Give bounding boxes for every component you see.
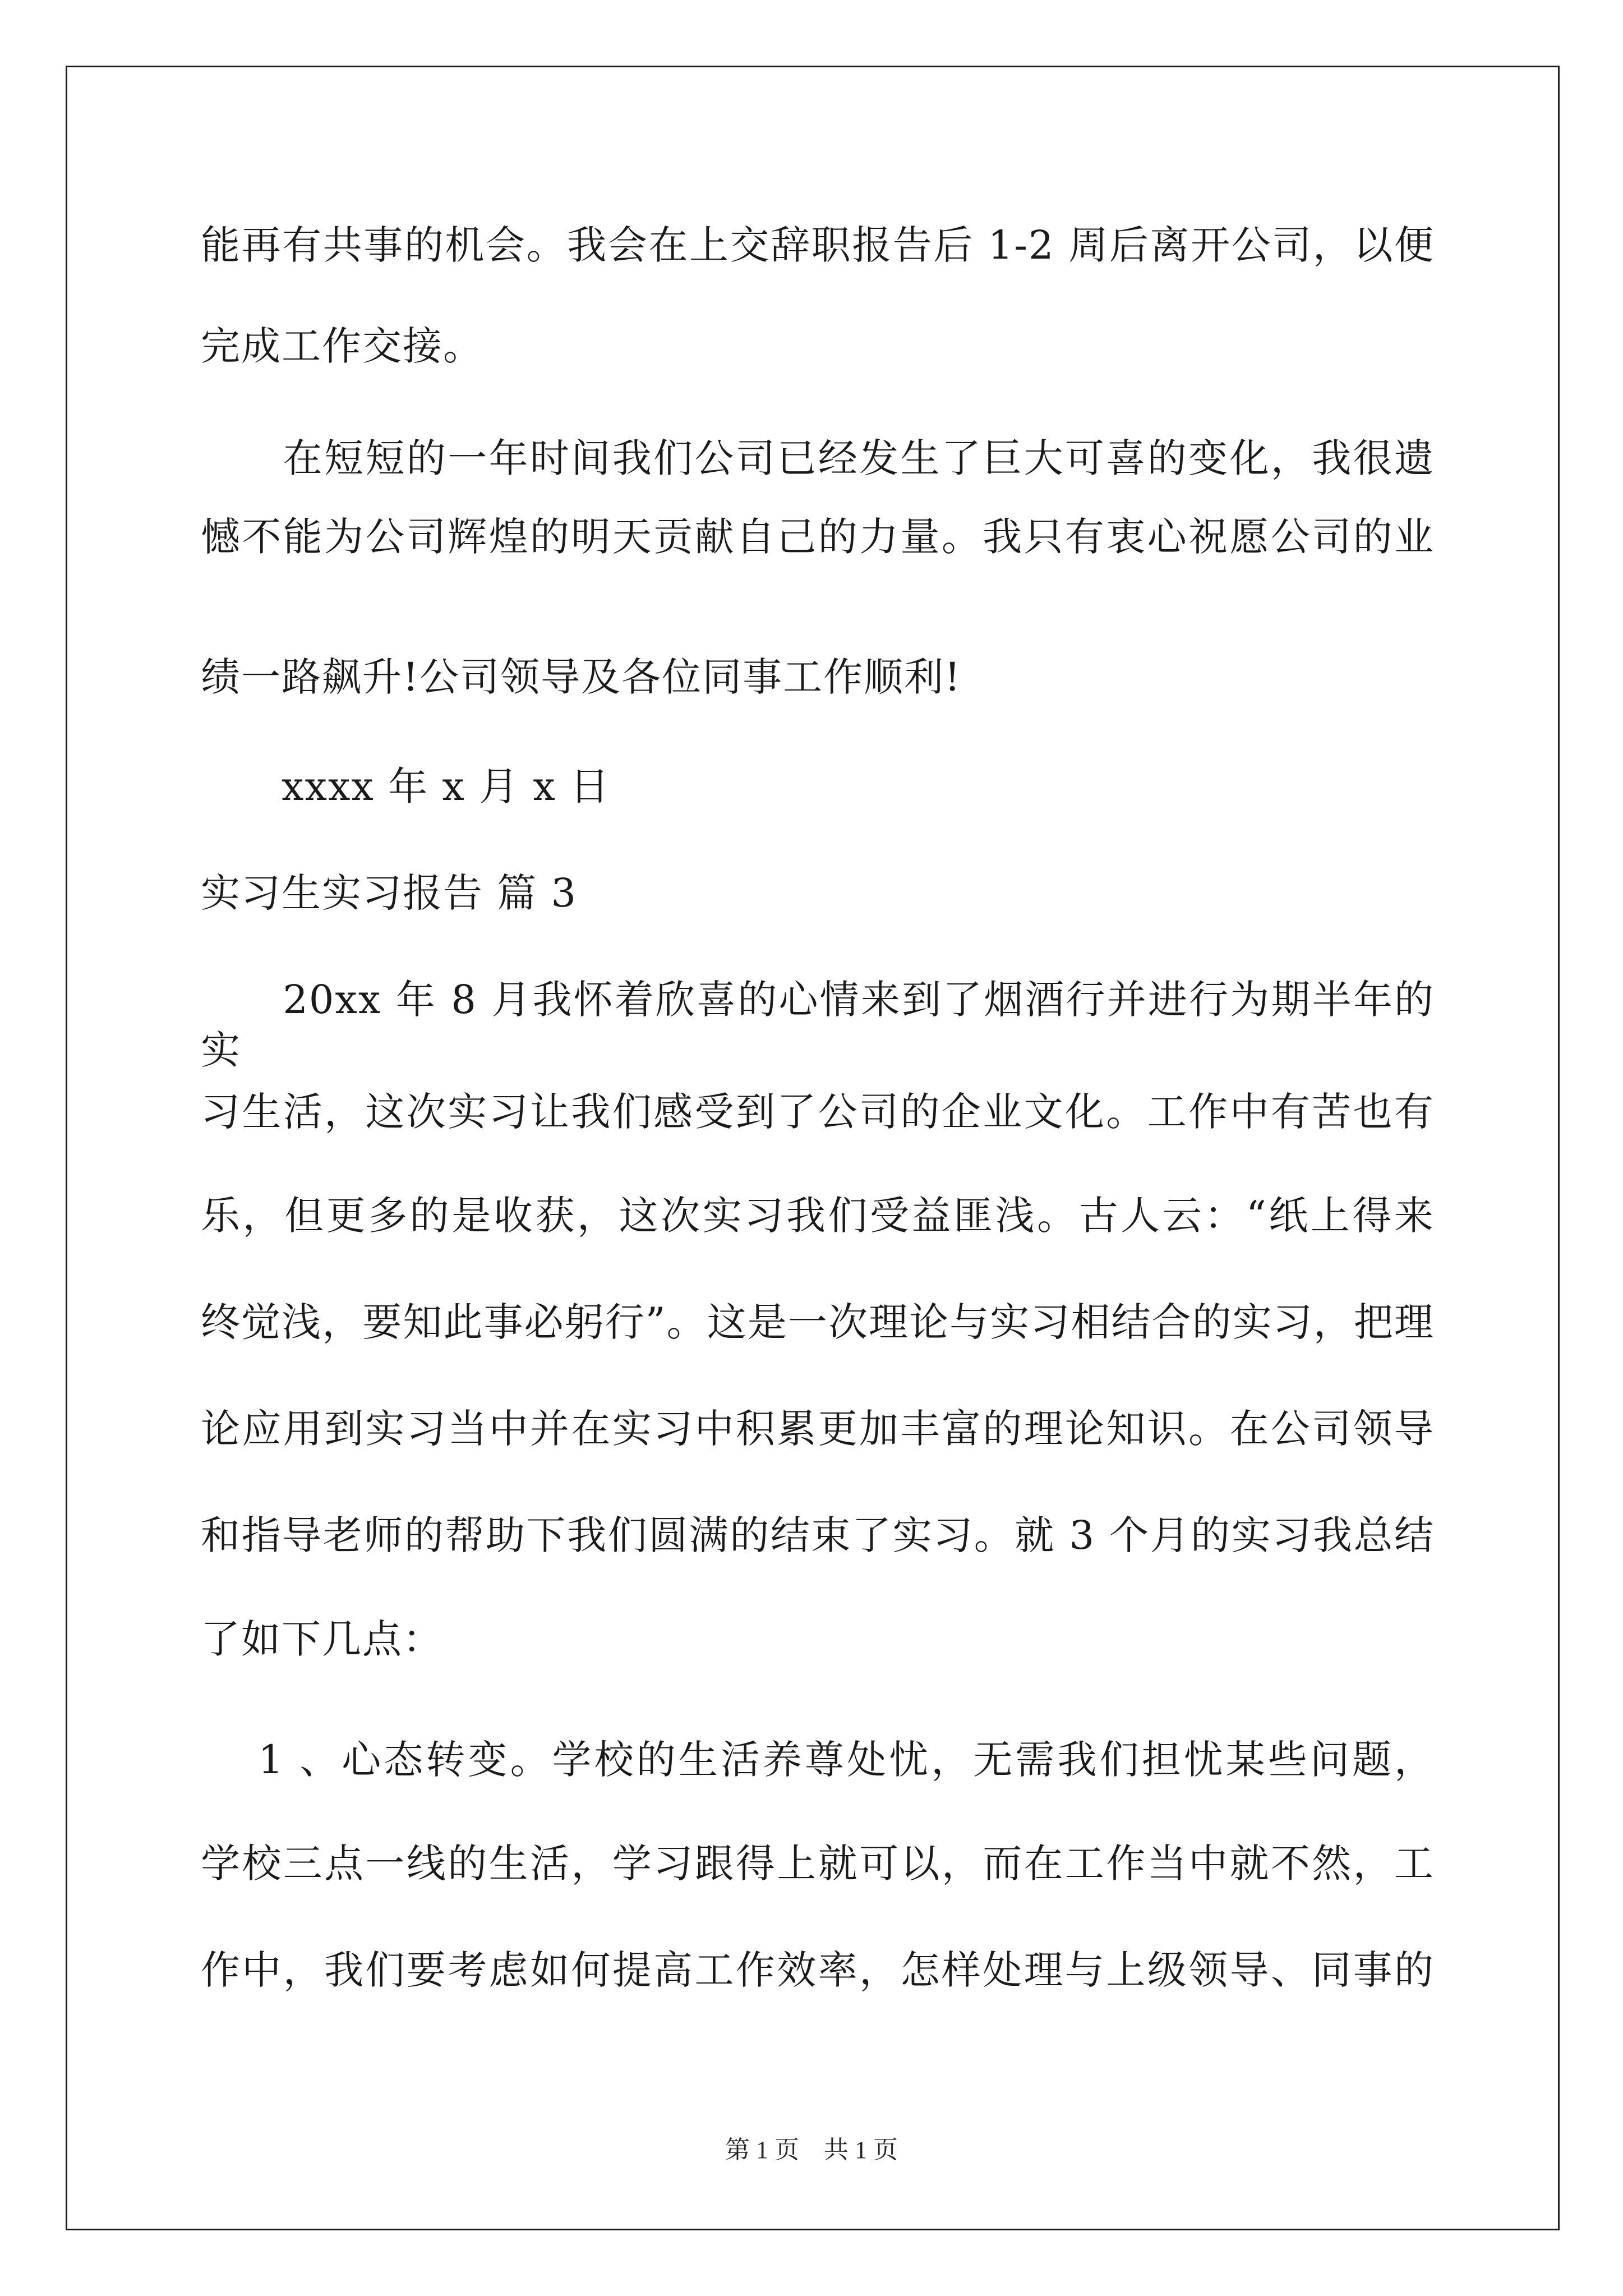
body-line: 终觉浅，要知此事必躬行”。这是一次理论与实习相结合的实习，把理 (201, 1299, 1435, 1345)
body-line: 乐，但更多的是收获，这次实习我们受益匪浅。古人云：“纸上得来 (201, 1193, 1435, 1239)
body-line: 习生活，这次实习让我们感受到了公司的企业文化。工作中有苦也有 (201, 1089, 1435, 1135)
body-line: 绩一路飙升!公司领导及各位同事工作顺利! (201, 654, 962, 700)
body-line: 能再有共事的机会。我会在上交辞职报告后 1-2 周后离开公司，以便 (201, 222, 1435, 268)
body-line: 在短短的一年时间我们公司已经发生了巨大可喜的变化，我很遗 (201, 435, 1435, 481)
date-line: xxxx 年 x 月 x 日 (201, 763, 611, 809)
page-frame (66, 66, 1560, 2230)
section-heading: 实习生实习报告 篇 3 (201, 870, 578, 916)
body-line: 了如下几点： (201, 1616, 443, 1662)
body-line: 完成工作交接。 (201, 323, 483, 369)
body-line: 作中，我们要考虑如何提高工作效率，怎样处理与上级领导、同事的 (201, 1947, 1435, 1993)
body-line: 憾不能为公司辉煌的明天贡献自己的力量。我只有衷心祝愿公司的业 (201, 514, 1435, 560)
page-number: 第 1 页 共 1 页 (725, 2136, 898, 2164)
body-line: 20xx 年 8 月我怀着欣喜的心情来到了烟酒行并进行为期半年的实 (201, 977, 1435, 1073)
body-line: 学校三点一线的生活，学习跟得上就可以，而在工作当中就不然，工 (201, 1841, 1435, 1887)
body-line: 论应用到实习当中并在实习中积累更加丰富的理论知识。在公司领导 (201, 1406, 1435, 1452)
list-item-line: 1 、心态转变。学校的生活养尊处忧，无需我们担忧某些问题， (201, 1737, 1435, 1783)
body-line: 和指导老师的帮助下我们圆满的结束了实习。就 3 个月的实习我总结 (201, 1512, 1435, 1558)
